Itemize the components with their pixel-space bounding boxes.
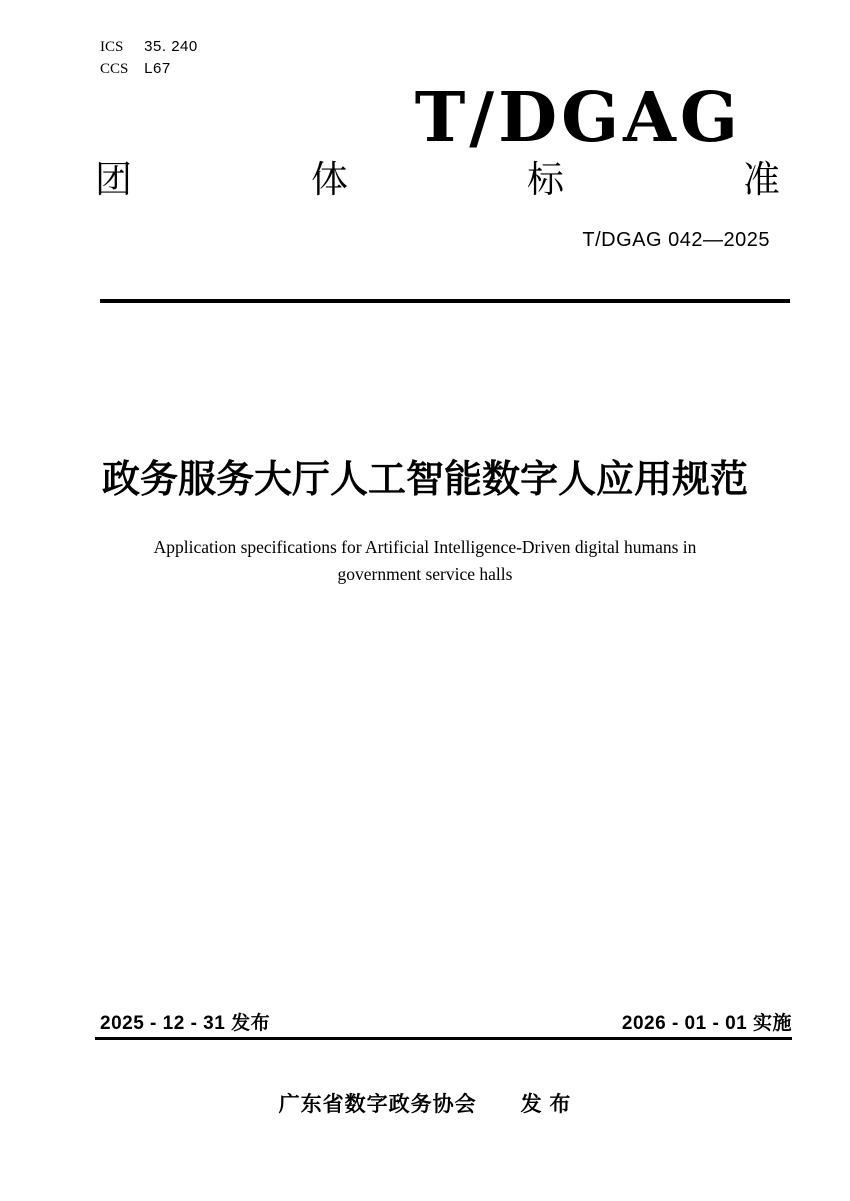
ics-label: ICS (100, 39, 124, 55)
standard-type-char: 标 (527, 159, 564, 200)
standard-type-title (95, 160, 780, 201)
implementation-date: 2026 - 01 - 01 实施 (621, 1013, 792, 1034)
classification-codes (100, 36, 198, 80)
document-title-en-line1: Application specifications for Artificial Intelligence-Driven digital humans in (153, 537, 697, 557)
document-title-en (0, 534, 850, 588)
standard-number: T/DGAG 042—2025 (582, 229, 770, 251)
standard-body-logo: T/DGAG (414, 78, 742, 158)
ccs-value: L67 (144, 60, 171, 77)
dates-row (100, 1008, 792, 1035)
publisher-line: 广东省数字政务协会 发 布 (278, 1093, 572, 1116)
ccs-code-row (100, 58, 198, 80)
standard-type-char: 准 (743, 159, 780, 200)
header-divider-rule (100, 299, 790, 303)
document-title-zh: 政务服务大厅人工智能数字人应用规范 (101, 459, 748, 501)
ics-code-row (100, 36, 198, 58)
ccs-label: CCS (100, 61, 129, 77)
standard-type-char: 团 (95, 159, 132, 200)
document-title-en-line2: government service halls (337, 564, 513, 584)
footer-divider-rule (95, 1037, 792, 1040)
ics-value: 35. 240 (144, 38, 198, 55)
issue-date: 2025 - 12 - 31 发布 (100, 1013, 271, 1034)
standard-type-char: 体 (311, 159, 348, 200)
